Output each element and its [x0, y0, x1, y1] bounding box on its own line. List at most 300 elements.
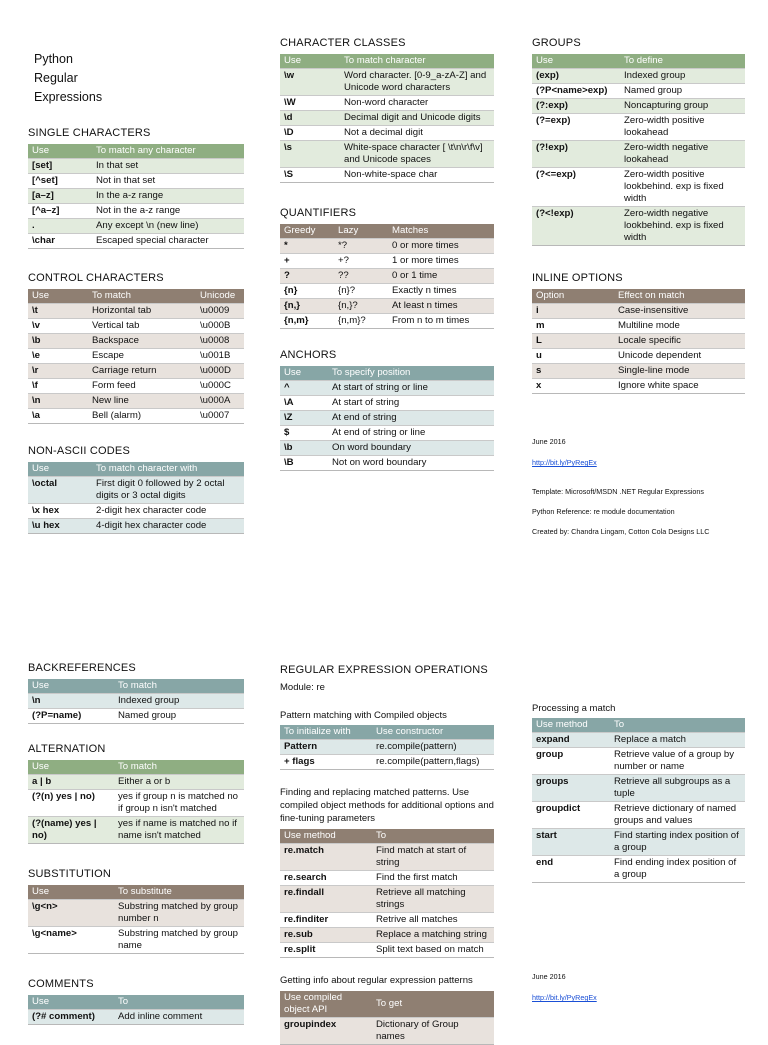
- column-header: To: [610, 718, 745, 733]
- table-row: [532, 84, 745, 99]
- table-row: [532, 114, 745, 141]
- header-row: [532, 54, 745, 69]
- table-cell: \r: [28, 364, 88, 379]
- groups-section: [532, 37, 745, 246]
- table-cell: \u0009: [196, 304, 244, 319]
- table-cell: Word character. [0-9_a-zA-Z] and Unicode word characters: [340, 69, 494, 96]
- table-row: [28, 504, 244, 519]
- table-cell: \a: [28, 409, 88, 424]
- table-row: [532, 334, 745, 349]
- table-cell: Add inline comment: [114, 1010, 244, 1025]
- header-row: [532, 289, 745, 304]
- table-cell: Exactly n times: [388, 284, 494, 299]
- table-cell: Single-line mode: [614, 364, 745, 379]
- table-cell: Non-word character: [340, 96, 494, 111]
- table-cell: Named group: [620, 84, 745, 99]
- table-cell: Retrieve value of a group by number or name: [610, 748, 745, 775]
- table-cell: \b: [280, 441, 328, 456]
- table-cell: First digit 0 followed by 2 octal digits or 3 octal digits: [92, 477, 244, 504]
- table-cell: group: [532, 748, 610, 775]
- table-cell: Zero-width positive lookahead: [620, 114, 745, 141]
- column-header: Use: [28, 289, 88, 304]
- substitution-table: [28, 885, 244, 954]
- table-cell: 0 or more times: [388, 239, 494, 254]
- table-row: [532, 319, 745, 334]
- section-heading: CHARACTER CLASSES: [280, 37, 406, 49]
- table-row: [280, 69, 494, 96]
- single-characters-table: [28, 144, 244, 249]
- column-header: To match any character: [92, 144, 244, 159]
- column-header: Use: [28, 995, 114, 1010]
- column-header: To specify position: [328, 366, 494, 381]
- groups-table: [532, 54, 745, 246]
- table-cell: (?!exp): [532, 141, 620, 168]
- table-row: [28, 174, 244, 189]
- comments-section: [28, 978, 244, 1025]
- quantifiers-section: [280, 207, 494, 329]
- table-cell: Find starting index position of a group: [610, 829, 745, 856]
- table-row: [532, 207, 745, 246]
- alternation-table: [28, 760, 244, 844]
- table-cell: Replace a matching string: [372, 928, 494, 943]
- table-cell: \s: [280, 141, 340, 168]
- table-cell: Retrieve dictionary of named groups and values: [610, 802, 745, 829]
- module-label: Module: re: [280, 682, 325, 693]
- table-cell: Replace a match: [610, 733, 745, 748]
- table-cell: At start of string or line: [328, 381, 494, 396]
- table-cell: Non-white-space char: [340, 168, 494, 183]
- table-row: [280, 755, 494, 770]
- table-cell: \d: [280, 111, 340, 126]
- table-cell: Retrive all matches: [372, 913, 494, 928]
- table-row: [28, 159, 244, 174]
- table-row: [280, 381, 494, 396]
- column-header: To: [372, 829, 494, 844]
- table-row: [280, 396, 494, 411]
- table-row: [280, 1018, 494, 1045]
- table-row: [280, 141, 494, 168]
- table-row: [28, 519, 244, 534]
- table-cell: {n,m}: [280, 314, 334, 329]
- table-row: [280, 871, 494, 886]
- column-header: To match character: [340, 54, 494, 69]
- table-cell: At least n times: [388, 299, 494, 314]
- column-header: Use compiled object API: [280, 991, 372, 1018]
- backreferences-section: [28, 662, 244, 724]
- table-cell: \D: [280, 126, 340, 141]
- table-row: [532, 364, 745, 379]
- inline-options-table: [532, 289, 745, 394]
- column-header: To define: [620, 54, 745, 69]
- table-cell: yes if group n is matched no if group n isn't matched: [114, 790, 244, 817]
- find-caption: Finding and replacing matched patterns. Use compiled object methods for additional options and fine-tuning parameters: [280, 787, 494, 824]
- table-cell: groupindex: [280, 1018, 372, 1045]
- header-row: [532, 718, 745, 733]
- table-cell: re.compile(pattern,flags): [372, 755, 494, 770]
- table-row: [28, 204, 244, 219]
- table-row: [28, 379, 244, 394]
- table-cell: Find the first match: [372, 871, 494, 886]
- header-row: [280, 829, 494, 844]
- processing-section: [532, 702, 745, 883]
- section-heading: NON-ASCII CODES: [28, 445, 131, 457]
- table-cell: [^a–z]: [28, 204, 92, 219]
- table-cell: In that set: [92, 159, 244, 174]
- table-cell: [^set]: [28, 174, 92, 189]
- table-cell: *?: [334, 239, 388, 254]
- table-row: [28, 394, 244, 409]
- single-characters-section: [28, 127, 244, 249]
- table-cell: [a–z]: [28, 189, 92, 204]
- table-cell: yes if name is matched no if name isn't matched: [114, 817, 244, 844]
- table-row: [280, 254, 494, 269]
- table-cell: \v: [28, 319, 88, 334]
- table-row: [280, 126, 494, 141]
- control-characters-table: [28, 289, 244, 424]
- table-row: [28, 349, 244, 364]
- non-ascii-table: [28, 462, 244, 534]
- operations-section: [280, 664, 510, 1045]
- header-row: [280, 725, 494, 740]
- column-header: Use: [28, 144, 92, 159]
- table-cell: Escaped special character: [92, 234, 244, 249]
- table-cell: re.search: [280, 871, 372, 886]
- header-row: [28, 679, 244, 694]
- column-header: Option: [532, 289, 614, 304]
- table-row: [280, 111, 494, 126]
- table-cell: re.match: [280, 844, 372, 871]
- table-row: [280, 943, 494, 958]
- table-cell: re.findall: [280, 886, 372, 913]
- table-row: [28, 709, 244, 724]
- table-cell: \w: [280, 69, 340, 96]
- table-cell: Not in that set: [92, 174, 244, 189]
- column-header: To substitute: [114, 885, 244, 900]
- table-cell: (exp): [532, 69, 620, 84]
- table-cell: 2-digit hex character code: [92, 504, 244, 519]
- table-cell: 1 or more times: [388, 254, 494, 269]
- table-cell: Indexed group: [620, 69, 745, 84]
- header-row: [28, 760, 244, 775]
- table-row: [280, 886, 494, 913]
- table-row: [280, 239, 494, 254]
- table-row: [28, 189, 244, 204]
- table-cell: Ignore white space: [614, 379, 745, 394]
- table-cell: Retrieve all matching strings: [372, 886, 494, 913]
- table-cell: \e: [28, 349, 88, 364]
- table-cell: (?# comment): [28, 1010, 114, 1025]
- table-row: [280, 168, 494, 183]
- table-row: [280, 913, 494, 928]
- info-caption: Getting info about regular expression patterns: [280, 975, 473, 986]
- table-row: [280, 269, 494, 284]
- substitution-section: [28, 868, 244, 954]
- table-row: [532, 304, 745, 319]
- column-header: Lazy: [334, 224, 388, 239]
- table-cell: \b: [28, 334, 88, 349]
- table-cell: Unicode dependent: [614, 349, 745, 364]
- table-row: [28, 694, 244, 709]
- column-header: Use: [28, 462, 92, 477]
- section-heading: SUBSTITUTION: [28, 868, 112, 880]
- quantifiers-table: [280, 224, 494, 329]
- section-heading: SINGLE CHARACTERS: [28, 127, 151, 139]
- table-cell: Not in the a-z range: [92, 204, 244, 219]
- table-cell: (?(name) yes | no): [28, 817, 114, 844]
- table-cell: \g<name>: [28, 927, 114, 954]
- table-row: [28, 234, 244, 249]
- table-cell: \char: [28, 234, 92, 249]
- table-cell: (?<=exp): [532, 168, 620, 207]
- table-cell: Find ending index position of a group: [610, 856, 745, 883]
- table-cell: $: [280, 426, 328, 441]
- table-cell: \n: [28, 394, 88, 409]
- table-row: [280, 928, 494, 943]
- header-row: [280, 991, 494, 1018]
- template-credit: Template: Microsoft/MSDN .NET Regular Expressions: [532, 487, 705, 496]
- table-row: [280, 284, 494, 299]
- table-cell: \g<n>: [28, 900, 114, 927]
- credits-block: [532, 437, 752, 536]
- table-cell: ?: [280, 269, 334, 284]
- title-line-3: Expressions: [34, 90, 103, 104]
- table-row: [28, 319, 244, 334]
- comments-table: [28, 995, 244, 1025]
- compiled-caption: Pattern matching with Compiled objects: [280, 710, 447, 721]
- table-cell: *: [280, 239, 334, 254]
- header-row: [28, 462, 244, 477]
- table-cell: .: [28, 219, 92, 234]
- table-cell: On word boundary: [328, 441, 494, 456]
- table-row: [28, 409, 244, 424]
- footer-block: [532, 972, 597, 1002]
- table-cell: Not on word boundary: [328, 456, 494, 471]
- table-cell: {n}: [280, 284, 334, 299]
- backreferences-table: [28, 679, 244, 724]
- table-row: [280, 96, 494, 111]
- table-row: [280, 441, 494, 456]
- table-row: [28, 775, 244, 790]
- table-cell: Not a decimal digit: [340, 126, 494, 141]
- table-cell: Pattern: [280, 740, 372, 755]
- title-line-2: Regular: [34, 71, 78, 85]
- table-cell: Either a or b: [114, 775, 244, 790]
- table-cell: +?: [334, 254, 388, 269]
- section-heading: ALTERNATION: [28, 743, 106, 755]
- processing-caption: Processing a match: [532, 703, 616, 714]
- table-cell: (?<!exp): [532, 207, 620, 246]
- table-cell: {n,}: [280, 299, 334, 314]
- table-row: [532, 748, 745, 775]
- pyregex-link[interactable]: http://bit.ly/PyRegEx: [532, 993, 597, 1002]
- table-cell: Any except \n (new line): [92, 219, 244, 234]
- table-cell: m: [532, 319, 614, 334]
- table-cell: Named group: [114, 709, 244, 724]
- table-cell: Substring matched by group name: [114, 927, 244, 954]
- table-row: [28, 304, 244, 319]
- table-row: [532, 775, 745, 802]
- table-cell: \A: [280, 396, 328, 411]
- find-replace-table: [280, 829, 494, 958]
- header-row: [280, 224, 494, 239]
- table-cell: \u hex: [28, 519, 92, 534]
- table-cell: At end of string: [328, 411, 494, 426]
- table-row: [280, 844, 494, 871]
- column-header: Use: [532, 54, 620, 69]
- table-cell: \Z: [280, 411, 328, 426]
- inline-options-section: [532, 272, 745, 394]
- table-cell: u: [532, 349, 614, 364]
- table-cell: \f: [28, 379, 88, 394]
- column-header: To match: [88, 289, 196, 304]
- table-row: [532, 829, 745, 856]
- table-cell: At start of string: [328, 396, 494, 411]
- table-cell: Locale specific: [614, 334, 745, 349]
- date-text: June 2016: [532, 972, 566, 981]
- page-title: [34, 50, 102, 107]
- table-cell: +: [280, 254, 334, 269]
- section-heading: QUANTIFIERS: [280, 207, 357, 219]
- table-row: [532, 802, 745, 829]
- table-row: [532, 141, 745, 168]
- table-cell: + flags: [280, 755, 372, 770]
- table-cell: 0 or 1 time: [388, 269, 494, 284]
- alternation-section: [28, 743, 244, 844]
- table-cell: Multiline mode: [614, 319, 745, 334]
- table-cell: Backspace: [88, 334, 196, 349]
- table-cell: \u0008: [196, 334, 244, 349]
- pyregex-link[interactable]: http://bit.ly/PyRegEx: [532, 458, 597, 467]
- column-header: Use method: [532, 718, 610, 733]
- table-cell: Split text based on match: [372, 943, 494, 958]
- table-cell: a | b: [28, 775, 114, 790]
- table-cell: s: [532, 364, 614, 379]
- column-header: Use method: [280, 829, 372, 844]
- table-cell: ^: [280, 381, 328, 396]
- table-cell: \u000C: [196, 379, 244, 394]
- section-heading: COMMENTS: [28, 978, 94, 990]
- header-row: [28, 995, 244, 1010]
- column-header: Use constructor: [372, 725, 494, 740]
- table-row: [28, 219, 244, 234]
- table-row: [532, 168, 745, 207]
- table-row: [280, 314, 494, 329]
- header-row: [280, 366, 494, 381]
- non-ascii-section: [28, 445, 244, 534]
- table-cell: re.sub: [280, 928, 372, 943]
- table-row: [28, 477, 244, 504]
- column-header: Use: [28, 885, 114, 900]
- table-cell: {n,}?: [334, 299, 388, 314]
- table-cell: \u000A: [196, 394, 244, 409]
- column-header: Use: [28, 760, 114, 775]
- table-cell: (?:exp): [532, 99, 620, 114]
- header-row: [28, 144, 244, 159]
- column-header: Use: [280, 366, 328, 381]
- table-cell: \u000D: [196, 364, 244, 379]
- compiled-objects-table: [280, 725, 494, 770]
- table-cell: 4-digit hex character code: [92, 519, 244, 534]
- section-heading: ANCHORS: [280, 349, 337, 361]
- column-header: Use: [28, 679, 114, 694]
- title-line-1: Python: [34, 52, 73, 66]
- table-row: [280, 411, 494, 426]
- table-cell: \u0007: [196, 409, 244, 424]
- table-cell: x: [532, 379, 614, 394]
- date-text: June 2016: [532, 437, 566, 446]
- table-row: [532, 733, 745, 748]
- author-credit: Created by: Chandra Lingam, Cotton Cola Designs LLC: [532, 527, 710, 536]
- table-cell: \B: [280, 456, 328, 471]
- table-cell: Zero-width negative lookbehind. exp is fixed width: [620, 207, 745, 246]
- table-cell: Escape: [88, 349, 196, 364]
- table-cell: (?(n) yes | no): [28, 790, 114, 817]
- table-cell: ??: [334, 269, 388, 284]
- table-cell: Zero-width negative lookahead: [620, 141, 745, 168]
- table-row: [280, 456, 494, 471]
- table-cell: Substring matched by group number n: [114, 900, 244, 927]
- table-cell: Case-insensitive: [614, 304, 745, 319]
- table-cell: Noncapturing group: [620, 99, 745, 114]
- column-header: Greedy: [280, 224, 334, 239]
- table-cell: {n}?: [334, 284, 388, 299]
- table-row: [28, 927, 244, 954]
- table-cell: i: [532, 304, 614, 319]
- header-row: [28, 885, 244, 900]
- table-row: [532, 379, 745, 394]
- column-header: To: [114, 995, 244, 1010]
- table-cell: re.compile(pattern): [372, 740, 494, 755]
- table-row: [28, 364, 244, 379]
- table-cell: \octal: [28, 477, 92, 504]
- column-header: Unicode: [196, 289, 244, 304]
- table-cell: \n: [28, 694, 114, 709]
- table-cell: White-space character [ \t\n\r\f\v] and Unicode spaces: [340, 141, 494, 168]
- table-cell: groups: [532, 775, 610, 802]
- table-cell: L: [532, 334, 614, 349]
- table-cell: \x hex: [28, 504, 92, 519]
- column-header: Matches: [388, 224, 494, 239]
- table-cell: In the a-z range: [92, 189, 244, 204]
- section-heading: INLINE OPTIONS: [532, 272, 623, 284]
- header-row: [28, 289, 244, 304]
- column-header: To get: [372, 991, 494, 1018]
- table-cell: Vertical tab: [88, 319, 196, 334]
- table-row: [28, 334, 244, 349]
- header-row: [280, 54, 494, 69]
- reference-credit: Python Reference: re module documentation: [532, 507, 675, 516]
- table-cell: Dictionary of Group names: [372, 1018, 494, 1045]
- section-heading: REGULAR EXPRESSION OPERATIONS: [280, 664, 488, 676]
- table-cell: Carriage return: [88, 364, 196, 379]
- table-cell: expand: [532, 733, 610, 748]
- table-cell: \u000B: [196, 319, 244, 334]
- column-header: Use: [280, 54, 340, 69]
- column-header: To match: [114, 760, 244, 775]
- control-characters-section: [28, 272, 244, 424]
- table-cell: start: [532, 829, 610, 856]
- character-classes-section: [280, 37, 494, 183]
- table-cell: At end of string or line: [328, 426, 494, 441]
- table-cell: {n,m}?: [334, 314, 388, 329]
- table-cell: [set]: [28, 159, 92, 174]
- table-cell: \S: [280, 168, 340, 183]
- table-cell: (?=exp): [532, 114, 620, 141]
- table-cell: Decimal digit and Unicode digits: [340, 111, 494, 126]
- table-cell: Indexed group: [114, 694, 244, 709]
- character-classes-table: [280, 54, 494, 183]
- section-heading: BACKREFERENCES: [28, 662, 136, 674]
